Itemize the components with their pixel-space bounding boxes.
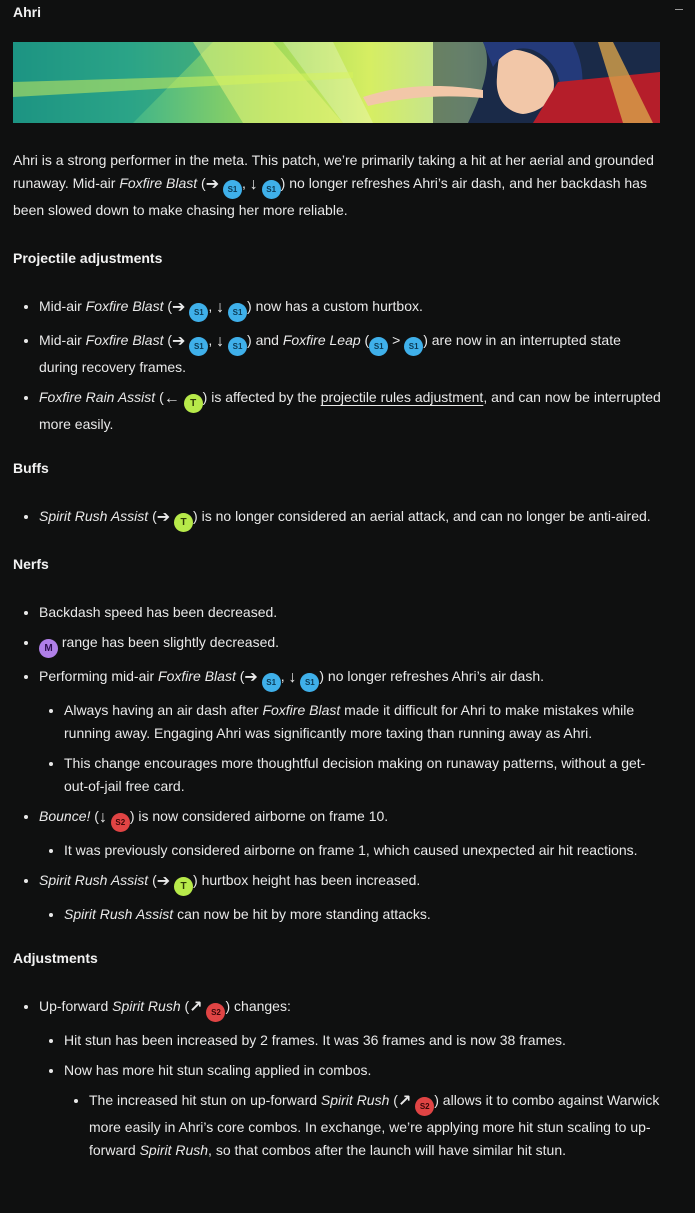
- s1-button-icon: S1: [228, 337, 247, 356]
- up-right-arrow-icon: ↗: [189, 999, 203, 1016]
- s2-button-icon: S2: [415, 1097, 434, 1116]
- section-heading-nerfs: Nerfs: [13, 556, 49, 572]
- right-arrow-icon: ➔: [172, 333, 186, 350]
- s2-button-icon: S2: [206, 1003, 225, 1022]
- list-item: • Spirit Rush Assist can now be hit by more standing attacks.: [64, 903, 663, 926]
- patch-notes-content: [13, 0, 663, 1169]
- sub-list: [39, 1029, 663, 1162]
- s1-button-icon: S1: [262, 673, 281, 692]
- t-button-icon: T: [174, 877, 193, 896]
- list-item: • Bounce! (↓ S2 ) is now considered airborne on frame 10. • It was previously considered airborne on frame 1, which caused unexpected air hit reactions.: [39, 805, 663, 862]
- s1-button-icon: S1: [189, 337, 208, 356]
- list-item: • It was previously considered airborne on frame 1, which caused unexpected air hit reactions.: [64, 839, 663, 862]
- s1-button-icon: S1: [369, 337, 388, 356]
- s1-button-icon: S1: [223, 180, 242, 199]
- s1-button-icon: S1: [262, 180, 281, 199]
- right-arrow-icon: ➔: [205, 176, 220, 193]
- right-arrow-icon: ➔: [244, 669, 258, 686]
- collapse-dash[interactable]: [675, 9, 683, 10]
- s1-button-icon: S1: [404, 337, 423, 356]
- s1-button-icon: S1: [300, 673, 319, 692]
- right-arrow-icon: ➔: [156, 873, 171, 890]
- list-item: • The increased hit stun on up-forward Spirit Rush (↗ S2 ) allows it to combo against Warwick more easily in Ahri’s core combos. In exchange, we’re applying more hit stun scaling to up-forward Spirit Rush, so that combos after the launch will have similar hit stun.: [89, 1089, 663, 1162]
- list-item: • Now has more hit stun scaling applied in combos. • The increased hit stun on up-forward Spirit Rush (↗ S2 ) allows it to combo against Warwick more easily in Ahri’s core combos. In exchange, we’re applying more hit stun scaling to up-forward Spirit Rush, so that combos after the launch will have similar hit stun.: [64, 1059, 663, 1162]
- buffs-list: [13, 505, 663, 532]
- section-heading-adjustments: Adjustments: [13, 950, 98, 966]
- list-item: • Always having an air dash after Foxfire Blast made it difficult for Ahri to make mistakes while running away. Engaging Ahri was significantly more taxing than running away as Ahri.: [64, 699, 663, 745]
- list-item: • Spirit Rush Assist (➔ T ) is no longer considered an aerial attack, and can no longer be anti-aired.: [39, 505, 663, 532]
- sub-list: [39, 699, 663, 798]
- adjustments-list: [13, 995, 663, 1162]
- nerfs-list: [13, 601, 663, 926]
- left-arrow-icon: ←: [163, 390, 180, 407]
- list-item: • Spirit Rush Assist (➔ T ) hurtbox height has been increased. • Spirit Rush Assist can now be hit by more standing attacks.: [39, 869, 663, 926]
- down-arrow-icon: ↓: [288, 669, 297, 686]
- list-item: • M range has been slightly decreased.: [39, 631, 663, 658]
- down-arrow-icon: ↓: [249, 176, 258, 193]
- t-button-icon: T: [174, 513, 193, 532]
- list-item: • Backdash speed has been decreased.: [39, 601, 663, 624]
- projectile-list: [13, 295, 663, 436]
- down-arrow-icon: ↓: [98, 809, 107, 826]
- s1-button-icon: S1: [228, 303, 247, 322]
- s1-button-icon: S1: [189, 303, 208, 322]
- list-item: • Mid-air Foxfire Blast (➔ S1 , ↓ S1 ) now has a custom hurtbox.: [39, 295, 663, 322]
- projectile-rules-link[interactable]: projectile rules adjustment: [320, 389, 484, 405]
- sub-list: [39, 839, 663, 862]
- t-button-icon: T: [184, 394, 203, 413]
- list-item: • Hit stun has been increased by 2 frames. It was 36 frames and is now 38 frames.: [64, 1029, 663, 1052]
- list-item: • Foxfire Rain Assist (← T ) is affected by the projectile rules adjustment, and can now be interrupted more easily.: [39, 386, 663, 436]
- list-item: • Up-forward Spirit Rush (↗ S2 ) changes: • Hit stun has been increased by 2 frames. It was 36 frames and is now 38 frames. • Now has more hit stun scaling applied in combos. • The increased hit stun on up-forward Spirit Rush (↗ S2 ) allows it to combo against Warwick more easily in Ahri’s core combos. In exchange, we’re applying more hit stun scaling to up-forward Spirit Rush, so that combos after the launch will have similar hit stun.: [39, 995, 663, 1162]
- down-arrow-icon: ↓: [216, 299, 225, 316]
- banner-artwork: [13, 42, 660, 123]
- move-name: Foxfire Blast: [119, 175, 198, 191]
- section-heading-projectile: Projectile adjustments: [13, 250, 163, 266]
- list-item: • This change encourages more thoughtful decision making on runaway patterns, without a get-out-of-jail free card.: [64, 752, 663, 798]
- section-heading-buffs: Buffs: [13, 460, 49, 476]
- champion-banner-image: [13, 42, 660, 123]
- right-arrow-icon: ➔: [156, 509, 171, 526]
- intro-paragraph: Ahri is a strong performer in the meta. This patch, we’re primarily taking a hit at her aerial and grounded runaway. Mid-air Foxfire Blast (➔ S1 , ↓ S1 ) no longer refreshes Ahri’s air dash, and her backdash has been slowed down to make chasing her more reliable.: [13, 152, 654, 218]
- sub-list: [39, 903, 663, 926]
- champion-title: Ahri: [13, 4, 41, 20]
- s2-button-icon: S2: [111, 813, 130, 832]
- up-right-arrow-icon: ↗: [397, 1093, 412, 1110]
- right-arrow-icon: ➔: [172, 299, 186, 316]
- list-item: • Performing mid-air Foxfire Blast (➔ S1 , ↓ S1 ) no longer refreshes Ahri’s air dash. • Always having an air dash after Foxfire Blast made it difficult for Ahri to make mistakes while running away. Engaging Ahri was significantly more taxing than running away as Ahri. • This change encourages more thoughtful decision making on runaway patterns, without a get-out-of-jail free card.: [39, 665, 663, 798]
- sub-sub-list: [64, 1089, 663, 1162]
- m-button-icon: M: [39, 639, 58, 658]
- down-arrow-icon: ↓: [216, 333, 225, 350]
- list-item: • Mid-air Foxfire Blast (➔ S1 , ↓ S1 ) and Foxfire Leap ( S1 > S1 ) are now in an interrupted state during recovery frames.: [39, 329, 663, 379]
